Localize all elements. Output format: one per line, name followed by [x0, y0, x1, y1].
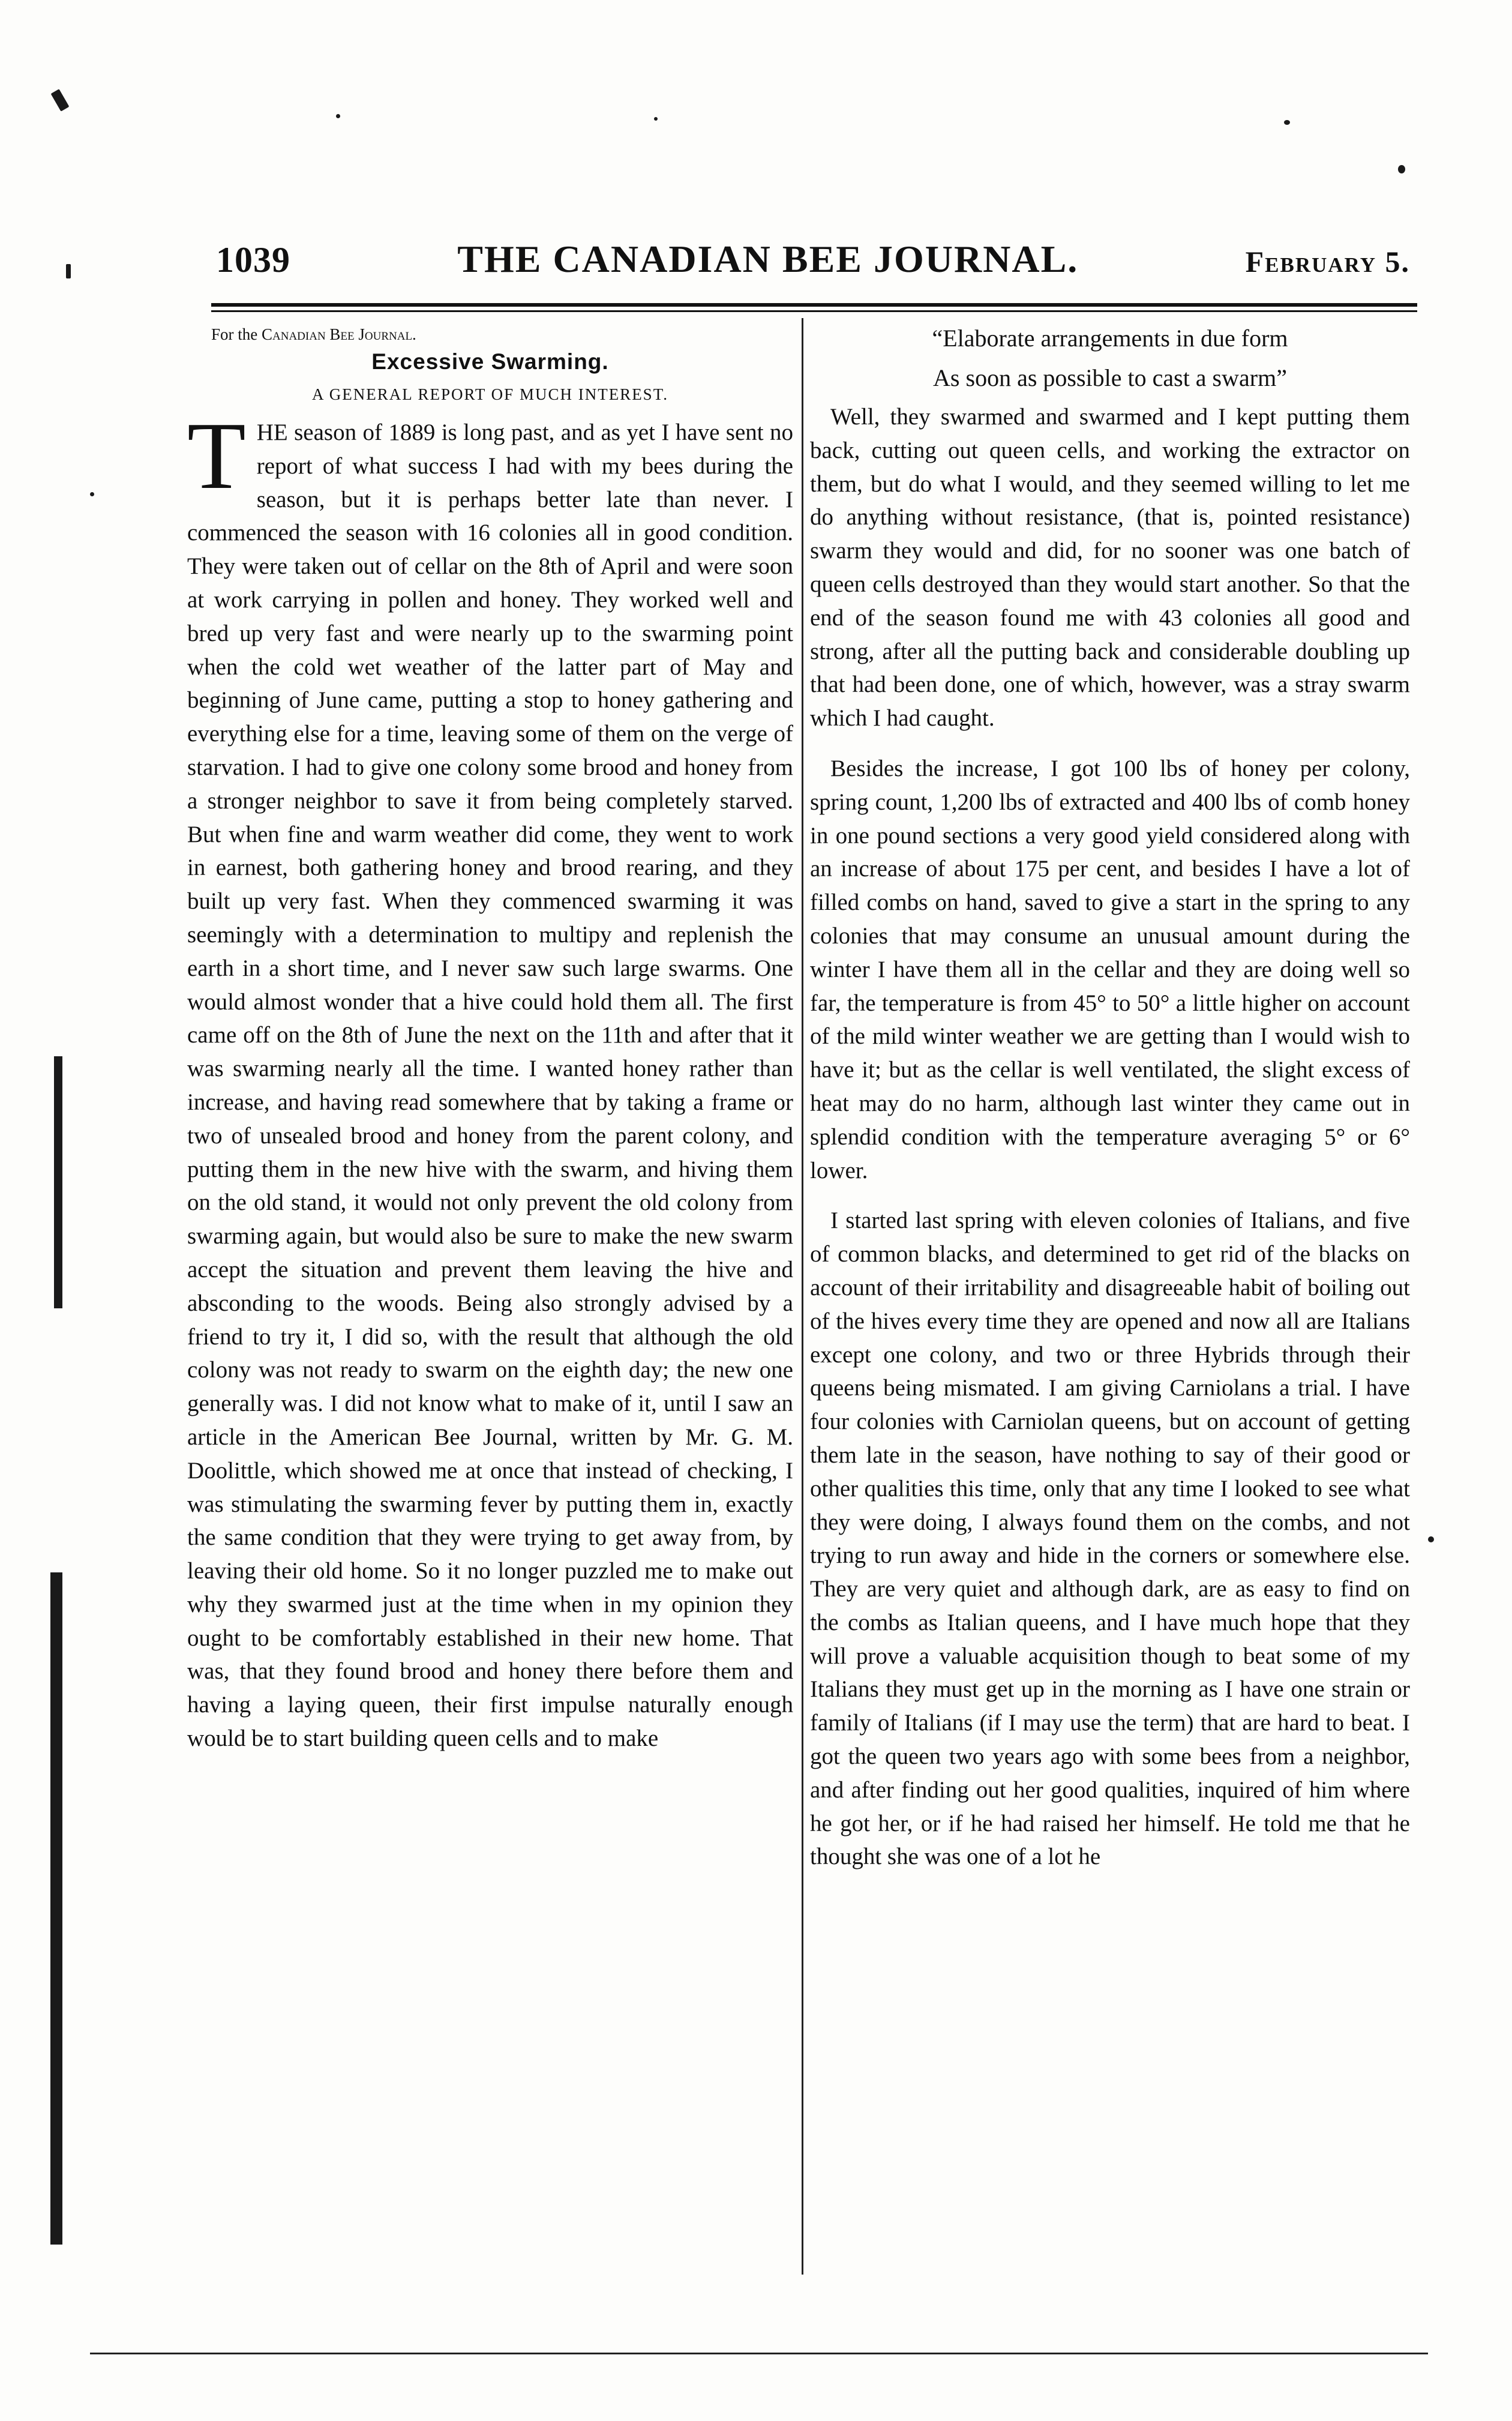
footer-rule — [90, 2353, 1428, 2354]
column-divider — [802, 318, 803, 2275]
article-title: Excessive Swarming. — [371, 349, 609, 374]
scan-speck — [1398, 165, 1405, 173]
scan-speck — [1428, 1536, 1434, 1542]
scan-speck — [654, 117, 658, 121]
quote-line: “Elaborate arrangements in due form — [932, 325, 1288, 352]
attribution-prefix: For the — [211, 325, 258, 343]
scan-speck — [336, 114, 340, 118]
attribution-source: Canadian Bee Journal. — [262, 325, 416, 343]
attribution — [211, 321, 793, 347]
right-column — [810, 321, 1410, 1890]
quote-line: As soon as possible to cast a swarm” — [933, 364, 1287, 391]
page-header — [216, 237, 1410, 297]
article-paragraph: THE season of 1889 is long past, and as yet I have sent no report of what success I had with my bees during the season, but it is perhaps better late than never. I commenced the season with 16 colonies all in good condition. They were taken out of cellar on the 8th of April and were soon at work carrying in pollen and honey. They worked well and bred up very fast and were nearly up to the swarming point when the cold wet weather of the latter part of May and beginning of June came, putting a stop to honey gathering and everything else for a time, leaving some of them on the verge of starvation. I had to give one colony some brood and honey from a stronger neighbor to save it from being completely starved. But when fine and warm weather did come, they went to work in earnest, both gathering honey and brood rearing, and they built up very fast. When they commenced swarming it was seemingly with a determination to multipy and replenish the earth in a short time, and I never saw such large swarms. One would almost wonder that a hive could hold them all. The first came off on the 8th of June the next on the 11th and after that it was swarming nearly all the time. I wanted honey rather than increase, and having read somewhere that by taking a frame or two of unsealed brood and honey from the parent colony, and putting them in the new hive with the swarm, and hiving them on the old stand, it would not only prevent the old colony from swarming again, but would also be sure to make the new swarm accept the situation and prevent them leaving the hive and absconding to the woods. Being also strongly advised by a friend to try it, I did so, with the result that although the old colony was not ready to swarm on the eighth day; the new one generally was. I did not know what to make of it, until I saw an article in the American Bee Journal, written by Mr. G. M. Doolittle, which showed me at once that instead of checking, I was stimulating the swarming fever by putting them in, exactly the same condition that they were trying to get away from, by leaving their old home. So it no longer puzzled me to make out why they swarmed just at the time when in my opinion they ought to be comfortably established in their new home. That was, that they found brood and honey there before them and having a laying queen, their first impulse naturally enough would be to start building queen cells and to make — [187, 402, 793, 1752]
margin-scan-mark — [54, 1056, 62, 1308]
scan-speck — [1284, 120, 1290, 125]
article-paragraph: I started last spring with eleven colonies of Italians, and five of common blacks, and determined to get rid of the blacks on account of their irritability and disagreeable habit of boiling out of the hives every time they are opened and now all are Italians except one colony, and two or three Hybrids through their queens being mismated. I am giving Carniolans a trial. I have four colonies with Carniolan queens, but on account of getting them late in the season, have nothing to say of their good or other qualities this time, only that any time I looked to see what they were doing, I always found them on the combs, and not trying to run away and hide in the corners or somewhere else. They are very quiet and although dark, are as easy to find on the combs as Italian queens, and I have much hope that they will prove a valuable acquisition though to beat some of my Italians they must get up in the morning as I have one strain or family of Italians (if I may use the term) that are hard to beat. I got the queen two years ago with some bees from a neighbor, and after finding out her good qualities, inquired of him where he got her, or if he had raised her himself. He told me that he thought she was one of a lot he — [810, 1207, 1410, 1870]
margin-scan-mark — [50, 1572, 62, 2245]
scan-speck — [90, 492, 94, 496]
scan-speck — [51, 89, 70, 111]
journal-title: THE CANADIAN BEE JOURNAL. — [457, 238, 1079, 280]
article-paragraph: Besides the increase, I got 100 lbs of honey per colony, spring count, 1,200 lbs of extracted and 400 lbs of comb honey in one pound sections a very good yield considered along with an increase of about 175 per cent, and besides I have a lot of filled combs on hand, saved to give a start in the spring to any colonies that may consume an unusual amount during the winter I have them all in the cellar and they are doing well so far, the temperature is from 45° to 50° a little higher on account of the mild winter weather we are getting than I would wish to have it; but as the cellar is well ventilated, the slight excess of heat may do no harm, although last winter they came out in splendid condition with the temperature averaging 5° or 6° lower. — [810, 755, 1410, 1183]
article-paragraph: Well, they swarmed and swarmed and I kept putting them back, cutting out queen cells, and working the extractor on them, but do what I would, and they seemed willing to let me do anything without resistance, (that is, pointed resistance) swarm they would and did, for no sooner was one batch of queen cells destroyed than they would start another. So that the end of the season found me with 43 colonies all good and strong, after all the putting back and considerable doubling up that had been done, one of which, however, was a stray swarm which I had caught. — [810, 404, 1410, 732]
left-column — [187, 321, 793, 1755]
article-subtitle: A GENERAL REPORT OF MUCH INTEREST. — [312, 385, 668, 403]
scan-speck — [66, 264, 71, 278]
header-rule — [211, 303, 1417, 312]
page-number: 1039 — [216, 240, 290, 280]
issue-date: February 5. — [1245, 245, 1410, 278]
